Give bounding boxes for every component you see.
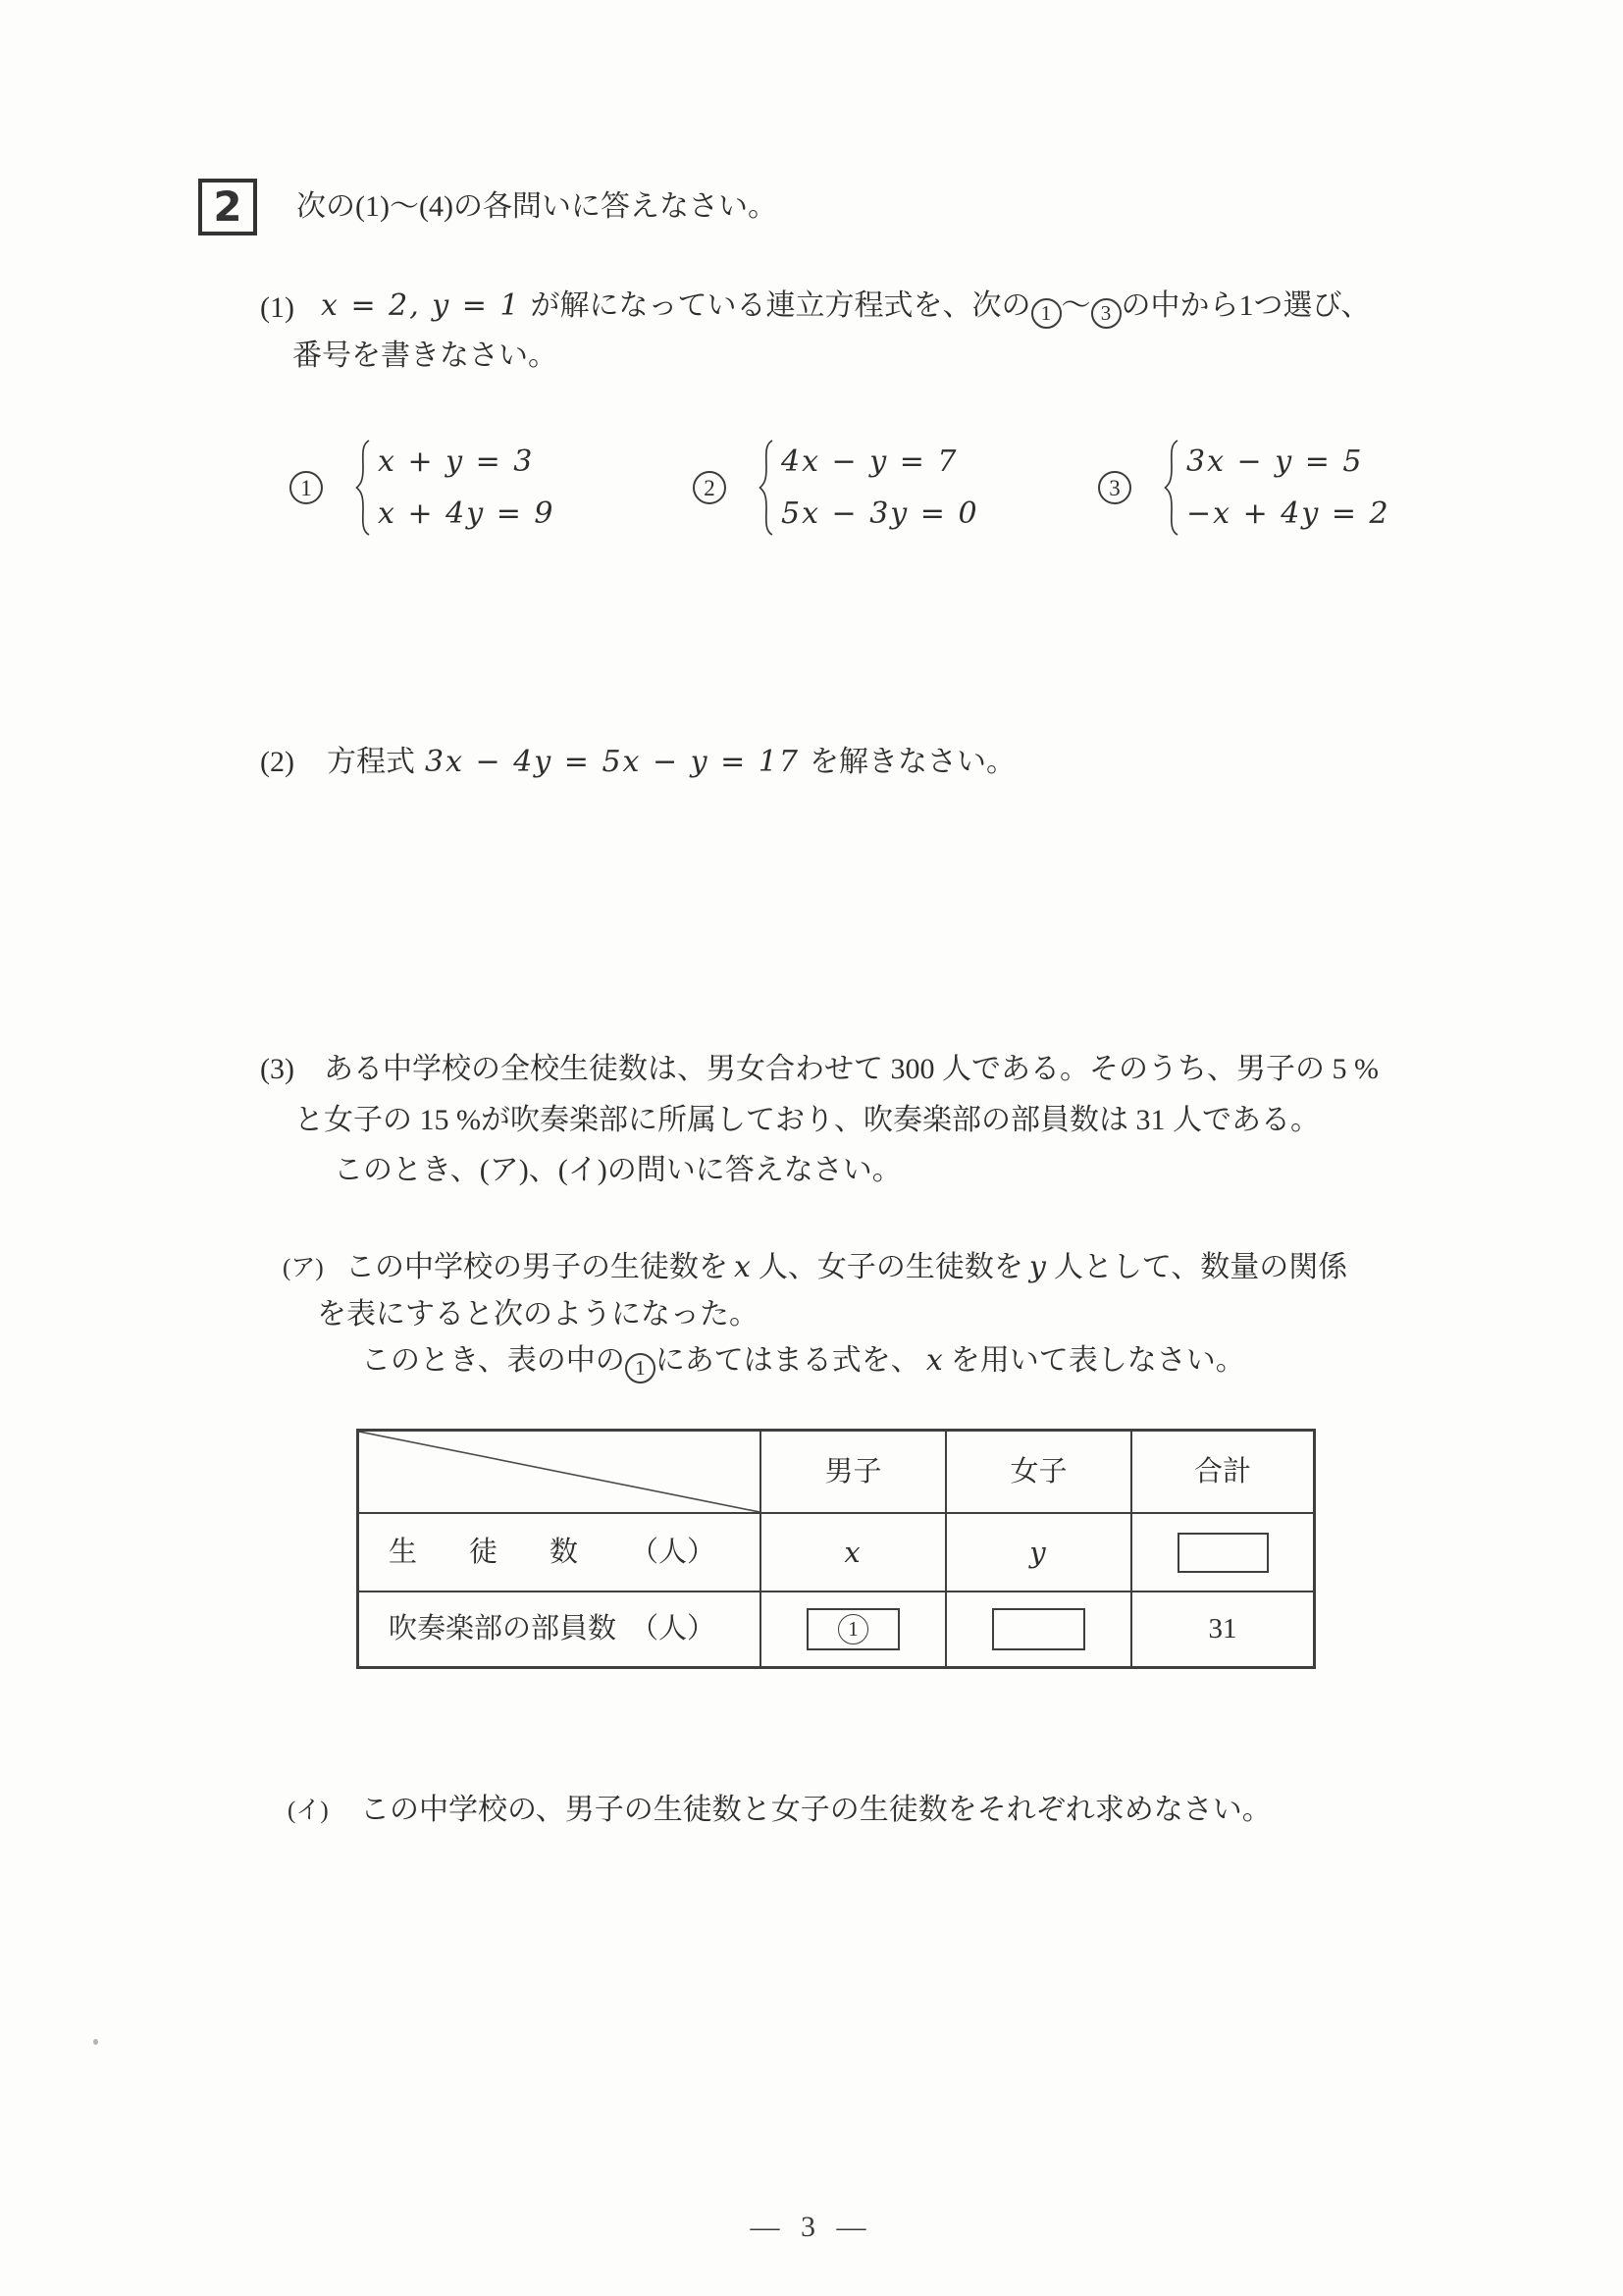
q3-label: (3) [260, 1053, 294, 1085]
equation: 5x − 3y = 0 [781, 496, 979, 531]
circled-1-icon: 1 [625, 1353, 655, 1383]
q3a-l3-var-x: x [925, 1343, 945, 1378]
scan-artifact-dot [93, 2039, 98, 2045]
question-number: 2 [213, 183, 242, 231]
q3a-label: (ア) [283, 1255, 324, 1281]
q3i-label: (イ) [288, 1798, 329, 1824]
q3i-text: この中学校の、男子の生徒数と女子の生徒数をそれぞれ求めなさい。 [360, 1794, 1272, 1826]
q2-text-post: を解きなさい。 [810, 746, 1017, 778]
q2-equation: 3x − 4y = 5x − y = 17 [425, 745, 801, 779]
question-instruction: 次の(1)～(4)の各問いに答えなさい。 [296, 190, 777, 223]
row-label-part: 生 [389, 1536, 418, 1568]
cell-students-total [1130, 1512, 1313, 1591]
q1-solution-math: x = 2, y = 1 [321, 288, 521, 323]
q3a-line2: を表にすると次のようになった。 [317, 1298, 759, 1331]
q3a-line3 [361, 1343, 1245, 1383]
row-label-part: 数 [549, 1536, 578, 1568]
row-label-part: 徒 [468, 1536, 497, 1568]
col-header-total: 合計 [1130, 1432, 1313, 1512]
page-number: — 3 — [750, 2211, 873, 2243]
equation: 3x − y = 5 [1186, 444, 1364, 479]
q3-line2: と女子の 15 %が吹奏楽部に所属しており、吹奏楽部の部員数は 31 人である。 [294, 1104, 1320, 1136]
col-header-male: 男子 [759, 1432, 945, 1512]
equation: 4x − y = 7 [781, 444, 959, 479]
q1-tilde: ～ [1061, 289, 1091, 322]
answer-box-female [992, 1608, 1085, 1650]
row-label-band [359, 1591, 759, 1666]
question-number-box [198, 179, 257, 235]
q1-label: (1) [260, 291, 294, 324]
circled-1-icon: 1 [1031, 298, 1062, 329]
diagonal-line [359, 1432, 759, 1512]
q3-line3: このとき、(ア)、(イ)の問いに答えなさい。 [334, 1154, 902, 1186]
q3a-l1-mid: 人、女子の生徒数を [758, 1251, 1023, 1283]
circled-1-icon: 1 [838, 1614, 868, 1644]
q3-line1: ある中学校の全校生徒数は、男女合わせて 300 人である。そのうち、男子の 5 % [324, 1053, 1379, 1085]
table-corner-cell [359, 1432, 759, 1512]
circled-1-icon: 1 [289, 471, 323, 504]
q1-text-b: の中から1つ選び、 [1121, 289, 1371, 322]
q3a-var-y: y [1028, 1250, 1048, 1284]
equation: −x + 4y = 2 [1186, 496, 1390, 531]
cell-students-male: x [759, 1512, 945, 1591]
cell-students-female: y [945, 1512, 1130, 1591]
quantity-table [356, 1429, 1316, 1669]
circled-2-icon: 2 [693, 471, 726, 504]
row-label-main: 吹奏楽部の部員数 [389, 1613, 617, 1644]
equation: x + 4y = 9 [378, 496, 555, 531]
q2-text-pre: 方程式 [327, 746, 415, 778]
col-header-female: 女子 [945, 1432, 1130, 1512]
q3a-l3-mid: にあてはまる式を、 [654, 1344, 920, 1377]
q3a-l3-pre: このとき、表の中の [361, 1344, 625, 1377]
q3a-l1-pre: この中学校の男子の生徒数を [345, 1251, 728, 1283]
answer-box-circle1 [807, 1608, 900, 1650]
cell-band-female [945, 1591, 1130, 1666]
system-3 [1098, 438, 1390, 538]
cell-band-male [759, 1591, 945, 1666]
q1-line2: 番号を書きなさい。 [292, 339, 557, 372]
row-label-part: （人） [629, 1536, 715, 1568]
system-1 [289, 438, 554, 538]
q1-line1 [321, 288, 1371, 329]
left-brace-icon [354, 439, 372, 537]
system-2 [693, 438, 979, 538]
left-brace-icon [758, 439, 775, 537]
q2-label: (2) [260, 746, 294, 778]
row-label-students [359, 1512, 759, 1591]
q1-text-a: が解になっている連立方程式を、次の [530, 289, 1031, 322]
q3a-l3-post: を用いて表しなさい。 [950, 1344, 1245, 1377]
row-label-unit: （人） [629, 1613, 715, 1644]
circled-3-icon: 3 [1098, 471, 1131, 504]
q2-line [327, 745, 1017, 779]
equation: x + y = 3 [378, 444, 535, 479]
circled-3-icon: 3 [1091, 298, 1122, 329]
q3a-line1 [345, 1250, 1348, 1284]
answer-box-total [1178, 1533, 1269, 1573]
cell-band-total: 31 [1130, 1591, 1313, 1666]
left-brace-icon [1163, 439, 1180, 537]
q3a-l1-post: 人として、数量の関係 [1053, 1251, 1348, 1283]
q3a-var-x: x [734, 1250, 753, 1284]
